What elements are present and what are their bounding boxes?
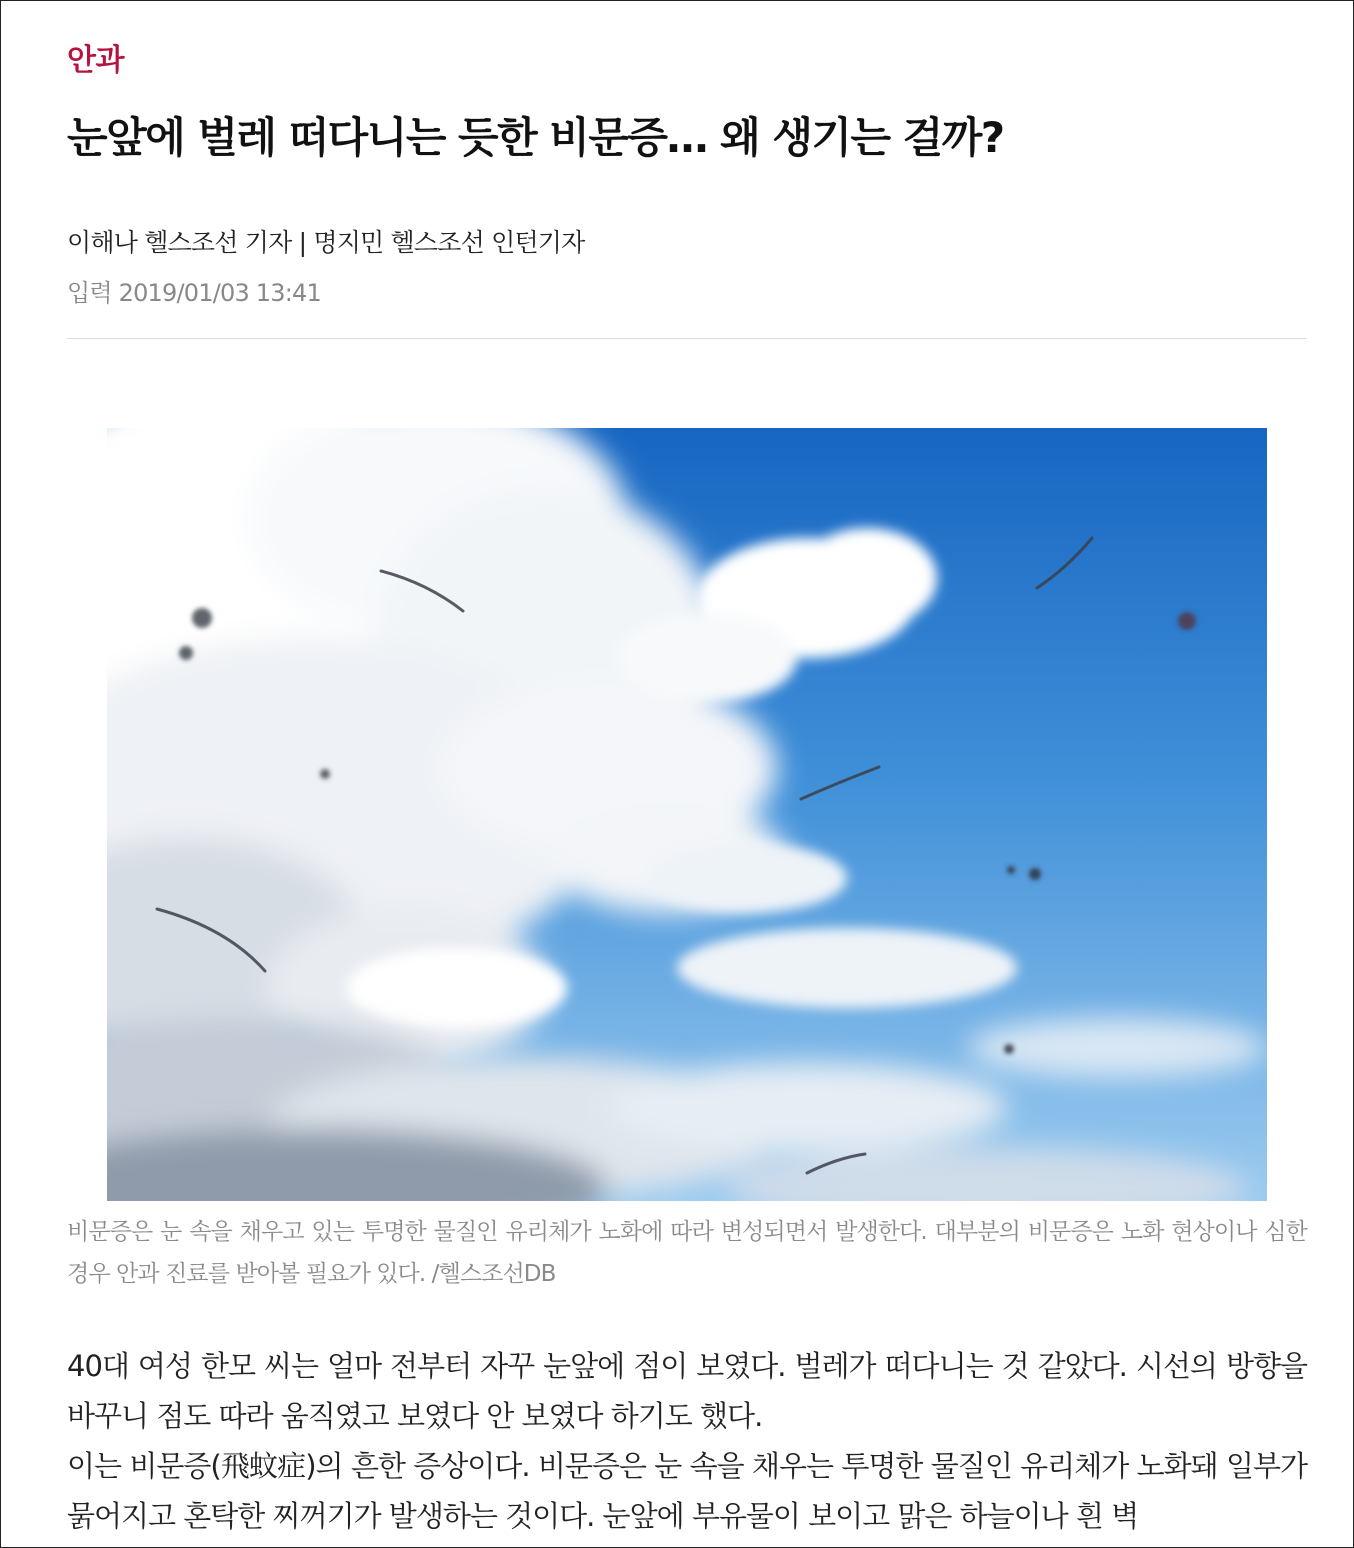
floater-spot	[179, 646, 193, 660]
photo-caption: 비문증은 눈 속을 채우고 있는 투명한 물질인 유리체가 노화에 따라 변성되면서 발생한다. 대부분의 비문증은 노화 현상이나 심한 경우 안과 진료를 받아볼 필요가 있다. /헬스조선DB	[67, 1219, 1307, 1287]
floater-spot	[1029, 868, 1041, 880]
floater-spot	[1178, 612, 1196, 630]
article-headline: 눈앞에 벌레 떠다니는 듯한 비문증… 왜 생기는 걸까?	[67, 113, 1004, 162]
body-paragraph: 40대 여성 한모 씨는 얼마 전부터 자꾸 눈앞에 점이 보였다. 벌레가 떠다니는 것 같았다. 시선의 방향을 바꾸니 점도 따라 움직였고 보였다 안 보였다 하기도 했다.	[67, 1349, 1307, 1433]
floater-spot	[1004, 1044, 1014, 1054]
body-paragraph: 이는 비문증(飛蚊症)의 흔한 증상이다. 비문증은 눈 속을 채우는 투명한 물질인 유리체가 노화돼 일부가 묽어지고 혼탁한 찌꺼기가 발생하는 것이다. 눈앞에 부유물이 보이고 맑은 하늘이나 흰 벽	[67, 1449, 1307, 1533]
article-photo	[107, 428, 1267, 1201]
article-byline: 이해나 헬스조선 기자 | 명지민 헬스조선 인턴기자	[67, 228, 585, 257]
header-divider	[67, 338, 1307, 339]
publish-timestamp: 입력 2019/01/03 13:41	[67, 279, 321, 307]
section-category[interactable]: 안과	[67, 43, 124, 78]
floater-spot	[192, 608, 212, 628]
floater-spot	[1007, 866, 1015, 874]
article-body	[67, 1341, 1307, 1541]
floater-spot	[320, 769, 330, 779]
